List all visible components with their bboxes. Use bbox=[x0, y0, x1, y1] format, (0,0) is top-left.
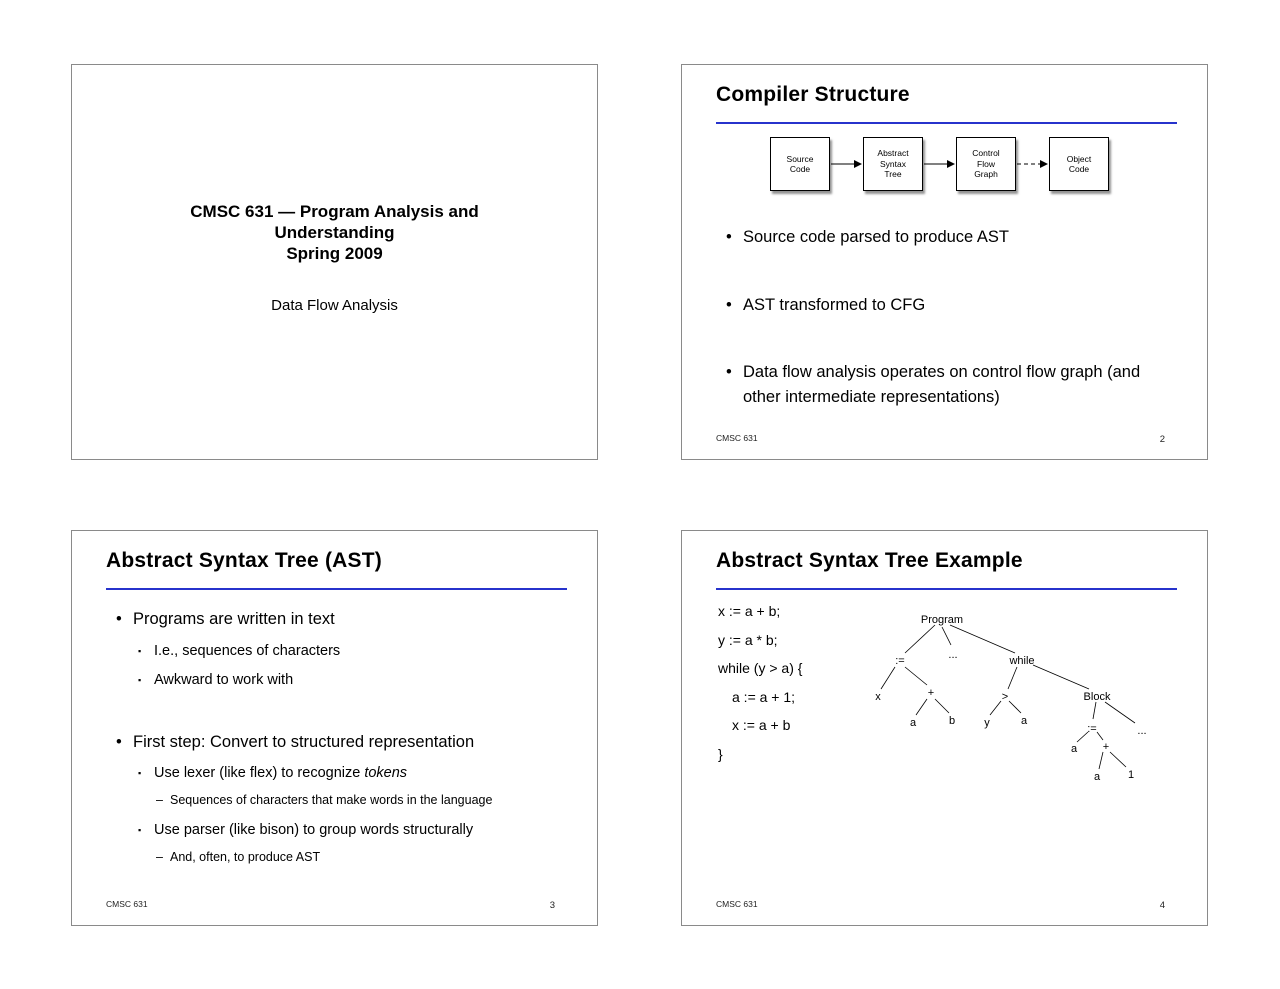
tree-edge bbox=[1097, 732, 1103, 740]
sub-bullet-item bbox=[138, 670, 568, 690]
tree-node-a: a bbox=[909, 717, 917, 729]
tree-node-y: y bbox=[984, 717, 990, 729]
tree-edge bbox=[942, 627, 951, 645]
flow-box-object-code bbox=[1049, 137, 1109, 191]
flow-box-label: Flow bbox=[977, 158, 995, 169]
flow-box-label: Control bbox=[972, 148, 1000, 159]
bullet-text: AST transformed to CFG bbox=[743, 296, 926, 314]
tree-node-a: a bbox=[1070, 743, 1078, 755]
code-line: } bbox=[718, 745, 723, 762]
arrow-right-icon bbox=[830, 138, 863, 190]
flow-box-source-code bbox=[770, 137, 830, 191]
code-line: y := a * b; bbox=[718, 631, 778, 648]
code-sample bbox=[718, 597, 802, 768]
tree-edge bbox=[916, 699, 927, 715]
sub-bullet-item bbox=[138, 763, 578, 783]
bullet-marker: • bbox=[726, 228, 732, 246]
tree-edge bbox=[905, 667, 927, 685]
sub-bullet-text: I.e., sequences of characters bbox=[154, 643, 341, 659]
bullet-text: Programs are written in text bbox=[133, 610, 335, 628]
code-line: x := a + b bbox=[732, 717, 791, 733]
slide-ast bbox=[71, 530, 598, 926]
tree-node-a: a bbox=[1093, 771, 1101, 783]
page-number: 2 bbox=[1159, 434, 1165, 445]
tree-node-while: while bbox=[1009, 655, 1035, 667]
bullet-item bbox=[116, 607, 576, 632]
flow-box-label: Graph bbox=[974, 169, 998, 180]
title-underline bbox=[716, 588, 1177, 590]
arrow-right-icon bbox=[923, 138, 956, 190]
bullet-marker: • bbox=[116, 610, 122, 628]
sub-bullet-item bbox=[138, 820, 578, 840]
sub-sub-bullet-text: Sequences of characters that make words in the language bbox=[170, 793, 493, 807]
flow-box-label: Source bbox=[786, 153, 814, 164]
tree-node-program: Program bbox=[920, 614, 964, 626]
flow-box-label: Abstract bbox=[877, 148, 909, 159]
footer-course-label: CMSC 631 bbox=[106, 899, 148, 909]
course-title-line-2: Understanding bbox=[274, 223, 395, 242]
ast-tree-diagram bbox=[847, 601, 1167, 801]
code-line: x := a + b; bbox=[718, 603, 781, 619]
flow-box-label: Syntax bbox=[880, 158, 906, 169]
tree-node-block: Block bbox=[1083, 691, 1111, 703]
sub-bullet-text-italic: tokens bbox=[364, 765, 408, 781]
tree-node-one: 1 bbox=[1127, 769, 1135, 781]
tree-node-ellipsis: ... bbox=[1137, 725, 1147, 737]
bullet-item bbox=[116, 730, 586, 755]
tree-node-plus: + bbox=[927, 687, 935, 699]
tree-edge bbox=[881, 667, 895, 689]
sub-sub-bullet-item bbox=[156, 792, 586, 809]
sub-bullet-marker: ▪ bbox=[138, 825, 142, 835]
sub-bullet-marker: ▪ bbox=[138, 646, 142, 656]
tree-edge bbox=[1093, 702, 1096, 719]
tree-node-x: x bbox=[875, 691, 881, 703]
bullet-marker: • bbox=[726, 363, 732, 381]
code-line: while (y > a) { bbox=[718, 660, 803, 676]
flow-box-label: Code bbox=[789, 164, 811, 174]
course-title-line-1: CMSC 631 — Program Analysis and bbox=[190, 202, 479, 221]
sub-bullet-text bbox=[154, 763, 407, 783]
tree-edge bbox=[1033, 665, 1089, 689]
tree-edge bbox=[1099, 752, 1103, 769]
tree-edge bbox=[1008, 667, 1017, 689]
tree-node-assign: := bbox=[895, 655, 905, 667]
dashed-arrow-right-icon bbox=[1016, 138, 1049, 190]
sub-sub-bullet-item bbox=[156, 849, 586, 866]
page-number: 3 bbox=[549, 900, 555, 911]
tree-node-greater-than: > bbox=[1001, 691, 1009, 703]
bullet-item bbox=[726, 360, 1181, 410]
tree-edge bbox=[950, 625, 1015, 653]
tree-node-plus: + bbox=[1102, 741, 1110, 753]
flow-box-control-flow-graph bbox=[956, 137, 1016, 191]
code-line: a := a + 1; bbox=[732, 688, 796, 705]
slide-ast-example bbox=[681, 530, 1208, 926]
flow-box-label: Object bbox=[1066, 153, 1092, 164]
slide-title: Abstract Syntax Tree (AST) bbox=[106, 549, 382, 572]
tree-node-ellipsis: ... bbox=[948, 649, 958, 661]
slide-title: Abstract Syntax Tree Example bbox=[716, 549, 1023, 572]
bullet-marker: • bbox=[116, 733, 122, 751]
sub-bullet-item bbox=[138, 641, 568, 661]
tree-node-a: a bbox=[1020, 715, 1028, 727]
flow-box-label: Tree bbox=[884, 169, 902, 180]
sub-bullet-text: Use parser (like bison) to group words structurally bbox=[154, 822, 474, 838]
bullet-item bbox=[726, 293, 1186, 318]
sub-bullet-marker: ▪ bbox=[138, 768, 142, 778]
footer-course-label: CMSC 631 bbox=[716, 433, 758, 443]
slide-title: Compiler Structure bbox=[716, 83, 910, 106]
bullet-marker: • bbox=[726, 296, 732, 314]
course-title bbox=[72, 201, 597, 264]
sub-bullet-marker: ▪ bbox=[138, 675, 142, 685]
lecture-subtitle: Data Flow Analysis bbox=[271, 297, 398, 314]
tree-edge bbox=[1105, 702, 1135, 723]
title-underline bbox=[106, 588, 567, 590]
bullet-text: First step: Convert to structured representation bbox=[133, 733, 475, 751]
tree-node-assign: := bbox=[1087, 723, 1097, 735]
tree-node-b: b bbox=[948, 715, 956, 727]
bullet-text: Data flow analysis operates on control flow graph (and other intermediate representations) bbox=[743, 363, 1141, 406]
flow-box-label: Code bbox=[1068, 164, 1090, 174]
flow-box-abstract-syntax-tree bbox=[863, 137, 923, 191]
slide-title-page bbox=[71, 64, 598, 460]
compiler-flow-diagram bbox=[770, 137, 1109, 191]
footer-course-label: CMSC 631 bbox=[716, 899, 758, 909]
course-title-line-3: Spring 2009 bbox=[286, 244, 383, 263]
tree-edge bbox=[1009, 701, 1021, 713]
sub-bullet-text-plain: Use lexer (like flex) to recognize bbox=[154, 765, 365, 781]
sub-sub-bullet-text: And, often, to produce AST bbox=[170, 850, 321, 864]
bullet-item bbox=[726, 225, 1186, 250]
dash-bullet-marker: – bbox=[156, 793, 163, 807]
tree-edge bbox=[935, 699, 949, 713]
tree-edge bbox=[990, 701, 1001, 715]
sub-bullet-text: Awkward to work with bbox=[154, 672, 294, 688]
slide-compiler-structure bbox=[681, 64, 1208, 460]
tree-edge bbox=[1110, 752, 1126, 767]
title-underline bbox=[716, 122, 1177, 124]
dash-bullet-marker: – bbox=[156, 850, 163, 864]
tree-edge bbox=[905, 625, 935, 653]
page-number: 4 bbox=[1159, 900, 1165, 911]
bullet-text: Source code parsed to produce AST bbox=[743, 228, 1009, 246]
